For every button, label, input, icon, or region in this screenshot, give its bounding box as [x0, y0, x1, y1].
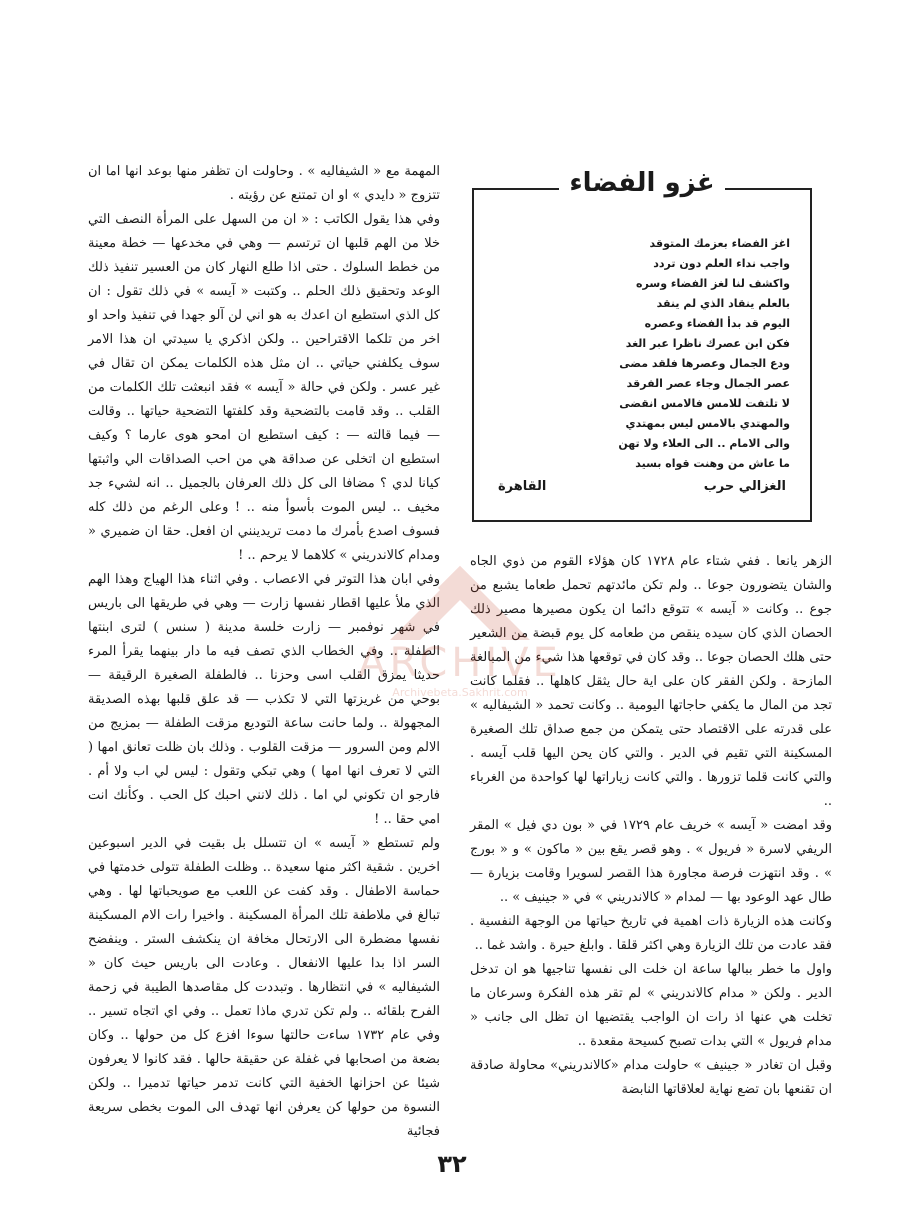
poem-title: غزو الفضاء	[474, 168, 810, 198]
poem-line: واجب نداء العلم دون تردد	[653, 257, 790, 270]
poem-line: عصر الجمال وجاء عصر الفرقد	[626, 377, 790, 390]
poem-line: واكشف لنا لغز الفضاء وسره	[636, 277, 790, 290]
poem-line: اليوم قد بدأ الفضاء وعصره	[644, 317, 790, 330]
poem-line: لا تلتفت للامس فالامس انقضى	[619, 397, 790, 410]
poem-verses	[510, 234, 790, 474]
poem-author: الغزالي حرب	[703, 479, 786, 494]
paragraph: ولم تستطع « آيسه » ان تتسلل بل بقيت في الدير اسبوعين اخرين . شقية اكثر منها سعيدة .. وظلت الطفلة تتولى خدمتها في حماسة الاطفال . وقد كفت عن اللعب مع صويحباتها لها . وهي تبالغ في ملاطفة تلك المرأة المسكينة . واخيرا رات الام المسكينة نفسها مضطرة الى الارتحال مخافة ان ينكشف الستر . وينفضح السر اذا بدا عليها الانفعال . وعادت الى باريس حيث كان « الشيفاليه » في انتظارها . وتبددت كل مقاصدها الطيبة في زحمة الفرح بلقائه .. ولم تكن تدري ماذا تعمل .. وفي اي اتجاه تسير .. وفي عام ١٧٣٢ ساءت حالتها سوءا افزع كل من حولها .. وكان بضعة من اصحابها في غفلة عن حقيقة حالها . فقد كانوا لا يعرفون شيئا عن احزانها الخفية التي كانت تدمر حياتها تدميرا .. ولكن النسوة من حولها كن يعرفن انها تهدف الى الموت بخطى سريعة فجائية	[88, 836, 440, 1139]
article-column-right	[470, 550, 832, 1102]
poem-line: ما عاش من وهنت قواه بسيد	[635, 457, 790, 470]
paragraph: وقبل ان تغادر « جينيف » حاولت مدام «كالاندريني» محاولة صادقة ان تقنعها بان تضع نهاية لعلاقاتها النابضة	[470, 1058, 832, 1097]
poem-line: والى الامام .. الى العلاء ولا تهن	[618, 437, 790, 450]
paragraph: واول ما خطر ببالها ساعة ان خلت الى نفسها تناجيها هو ان تدخل الدير . ولكن « مدام كالاندريني » لم تقر هذه الفكرة وسرعان ما تخلت هي عنها اذ رات ان الواجب يقتضيها ان تظل الى جانب « مدام فريول » التي بدات تصبح كسيحة مقعدة ..	[470, 962, 832, 1049]
paragraph: وفي ابان هذا التوتر في الاعصاب . وفي اثناء هذا الهياج وهذا الهم الذي ملأ عليها اقطار نفسها زارت — وهي في طريقها الى باريس في شهر نوفمبر — زارت خلسة مدينة ( سنس ) لترى ابنتها الطفلة .. وفي الخطاب الذي تصف فيه ما دار بينهما يقرأ المرء حديثا يمزق القلب اسى وحزنا .. فالطفلة الصغيرة الرقيقة — بوحي من غريزتها التي لا تكذب — قد علق قلبها بهذه الصديقة المجهولة .. ولما حانت ساعة التوديع مزقت الطفلة — بمزيج من الالم ومن السرور — مزقت القلوب . وذلك بان ظلت تعانق امها ( التي لا تعرف انها امها ) وهي تبكي وتقول : ليس لي اب ولا أم . فارجو ان تكوني لي اما . ذلك لانني احبك كل الحب . وكأنك انت امي حقا .. !	[88, 572, 440, 827]
paragraph: المهمة مع « الشيفاليه » . وحاولت ان تظفر منها بوعد انها اما ان تتزوج « دايدي » او ان تمتنع عن رؤيته .	[88, 164, 440, 203]
paragraph: الزهر يانعا . ففي شتاء عام ١٧٢٨ كان هؤلاء القوم من ذوي الجاه والشان يتضورون جوعا .. ولم تكن مائدتهم تحمل طعاما يشبع من جوع .. وكانت « آيسه » تتوقع دائما ان يكون مصيرها مصير ذلك الحصان الذي كان سيده ينقص من طعامه كل يوم قبضة من الشعير حتى هلك الحصان جوعا .. وقد كان في توقعها هذا شيء من المبالغة المازحة . ولكن الفقر كان على اية حال يثقل كاهلها .. فقلما كانت تجد من المال ما يكفي حاجاتها اليومية .. وكانت تحمد « الشيفاليه » على قدرته على الاقتصاد حتى يتمكن من جمع صداق تلك الصغيرة المسكينة التي تقيم في الدير . والتي كان يحن اليها قلب آيسه . والتي كانت قلما تزورها . والتي كانت زياراتها لها كواحدة من الغرباء ..	[470, 554, 832, 809]
poem-line: بالعلم ينقاد الذي لم ينقد	[656, 297, 790, 310]
paragraph: وقد امضت « آيسه » خريف عام ١٧٢٩ في « بون دي فيل » المقر الريفي لاسرة « فريول » . وهو قصر يقع بين « ماكون » و « بورج » . وقد انتهزت فرصة مجاورة هذا القصر لسويرا وقامت بزيارة — طال عهد الوعود بها — لمدام « كالاندريني » في « جينيف » ..	[470, 818, 832, 905]
poem-signature	[498, 479, 786, 494]
watermark-url: Archivebeta.Sakhrit.com	[392, 686, 528, 699]
poem-box	[472, 168, 812, 522]
watermark-text: ARCHIVE	[358, 640, 562, 686]
poem-line: والمهتدي بالامس ليس بمهتدي	[625, 417, 790, 430]
paragraph: وكانت هذه الزيارة ذات اهمية في تاريخ حياتها من الوجهة النفسية . فقد عادت من تلك الزيارة وهي اكثر قلقا . وابلغ حيرة . واشد غما ..	[470, 914, 832, 953]
paragraph: وفي هذا يقول الكاتب : « ان من السهل على المرأة النصف التي خلا من الهم قلبها ان ترتسم — وهي في مخدعها — خطة معينة من خطط السلوك . حتى اذا طلع النهار كان من العسير تنفيذ ذلك الوعد وتحقيق ذلك الحلم .. وكتبت « آيسه » في ذلك تقول : ان كل الذي استطيع ان اعدك به هو اني لن آلو جهدا في تنفيذ واحد او اخر من تلكما الاقتراحين .. ولكن اذكري يا سيدتي ان هذا الامر سوف يكلفني حياتي .. ان مثل هذه الكلمات يمكن ان تقال في غير عسر . ولكن في حالة « آيسه » فقد انبعثت تلك الكلمات من القلب .. وقد قامت بالتضحية وقد كلفتها التضحية حياتها .. وقالت — فيما قالته — : كيف استطيع ان امحو هوى عارما ؟ وكيف استطيع ان اتخلى عن صداقة هي من احب الصداقات الي واثبتها كيانا لدي ؟ مضافا الى كل ذلك العرفان بالجميل .. انه لشيء جد مخيف .. ليس الموت بأسوأ منه .. ! وعلى الرغم من ذلك كله فسوف اصدع بأمرك ما دمت تريدينني ان افعل. حقا ان ضميري « ومدام كالاندريني » كلاهما لا يرحم .. !	[88, 212, 440, 563]
article-column-left	[88, 160, 440, 1144]
poem-line: ودع الجمال وعصرها فلقد مضى	[619, 357, 790, 370]
poem-line: اغز الفضاء بعزمك المتوقد	[649, 237, 790, 250]
poem-place: القاهرة	[498, 479, 547, 494]
poem-line: فكن ابن عصرك ناظرا عبر الغد	[625, 337, 790, 350]
page-number: ٣٢	[437, 1150, 467, 1178]
